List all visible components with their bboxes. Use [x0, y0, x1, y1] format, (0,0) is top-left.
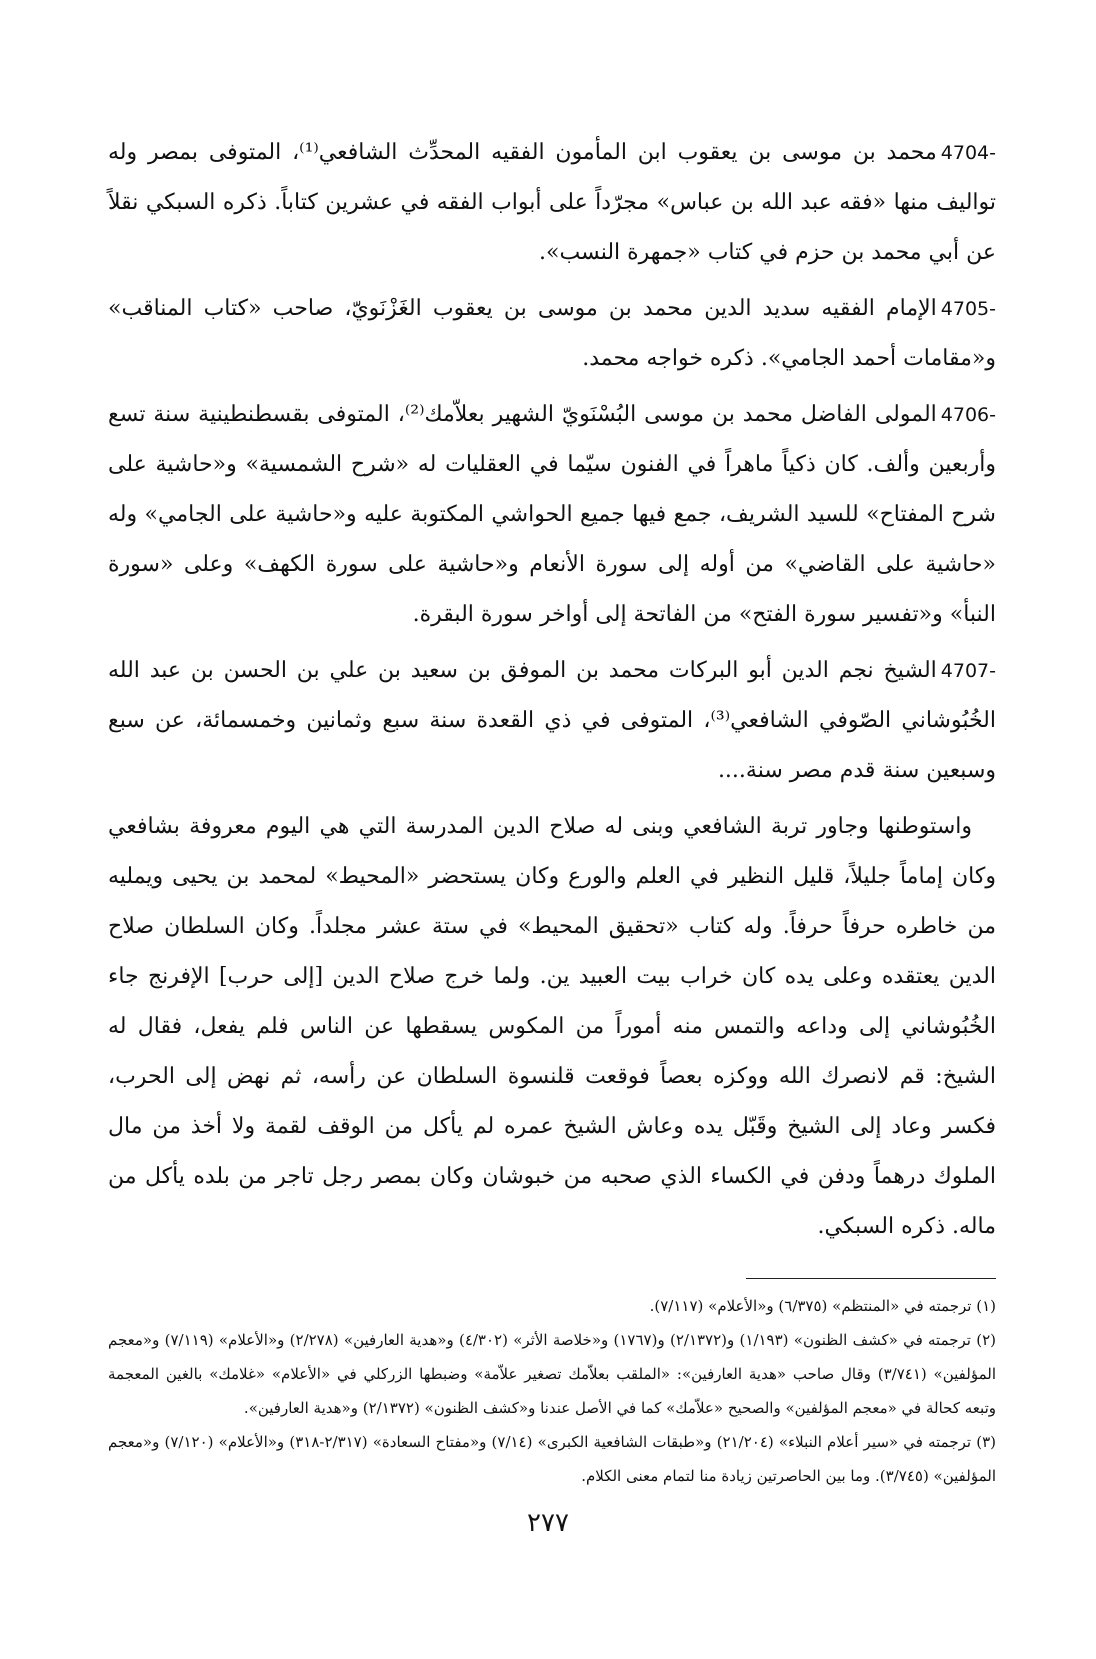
- footnote-3: (٣) ترجمته في «سير أعلام النبلاء» (٢١/٢٠٤) و«طبقات الشافعية الكبرى» (٧/١٤) و«مفتاح السعادة» (٢/٣١٧-٣١٨) و«الأعلام» (٧/١٢٠) و«معجم المؤلفين» (٣/٧٤٥). وما بين الحاصرتين زيادة منا لتمام معنى الكلام.: [108, 1433, 996, 1485]
- page-number: ٢٧٧: [527, 1508, 569, 1538]
- entry-4707: [108, 646, 996, 796]
- entry-4705: [108, 284, 996, 384]
- entry-number: 4707-: [940, 660, 996, 682]
- footnote-1: (١) ترجمته في «المنتظم» (٦/٣٧٥) و«الأعلام» (٧/١١٧).: [649, 1297, 996, 1315]
- entry-text: محمد بن موسى بن يعقوب ابن المأمون الفقيه المحدِّث الشافعي⁽¹⁾، المتوفى بمصر وله تواليف منها «فقه عبد الله بن عباس» مجرّداً على أبواب الفقه في عشرين كتاباً. ذكره السبكي نقلاً عن أبي محمد بن حزم في كتاب «جمهرة النسب».: [108, 140, 996, 265]
- entry-text: الشيخ نجم الدين أبو البركات محمد بن الموفق بن سعيد بن علي بن الحسن بن عبد الله الخُبُوشاني الصّوفي الشافعي⁽³⁾، المتوفى في ذي القعدة سنة سبع وثمانين وخمسمائة، عن سبع وسبعين سنة قدم مصر سنة....: [108, 658, 996, 783]
- footnote-divider: [746, 1278, 996, 1279]
- footnotes: [108, 1289, 996, 1493]
- entry-number: 4706-: [940, 404, 996, 426]
- entry-4706: [108, 390, 996, 640]
- page-body: [108, 128, 996, 1493]
- entry-4704: [108, 128, 996, 278]
- entry-text: المولى الفاضل محمد بن موسى البُسْنَويّ الشهير بعلاّمك⁽²⁾، المتوفى بقسطنطينية سنة تسع وأربعين وألف. كان ذكياً ماهراً في الفنون سيّما في العقليات له «شرح الشمسية» و«حاشية على شرح المفتاح» للسيد الشريف، جمع فيها جميع الحواشي المكتوبة عليه و«حاشية على الجامي» وله «حاشية على القاضي» من أوله إلى سورة الأنعام و«حاشية على سورة الكهف» وعلى «سورة النبأ» و«تفسير سورة الفتح» من الفاتحة إلى أواخر سورة البقرة.: [108, 402, 996, 627]
- footnote-2: (٢) ترجمته في «كشف الظنون» (١/١٩٣) و(٢/١٣٧٢) و(١٧٦٧) و«خلاصة الأثر» (٤/٣٠٢) و«هدية العارفين» (٢/٢٧٨) و«الأعلام» (٧/١١٩) و«معجم المؤلفين» (٣/٧٤١) وقال صاحب «هدية العارفين»: «الملقب بعلاّمك تصغير علاّمة» وضبطها الزركلي في «الأعلام» «غلامك» بالغين المعجمة وتبعه كحالة في «معجم المؤلفين» والصحيح «علاّمك» كما في الأصل عندنا و«كشف الظنون» (٢/١٣٧٢) و«هدية العارفين».: [108, 1331, 997, 1417]
- entry-number: 4704-: [940, 142, 996, 164]
- entry-number: 4705-: [940, 298, 996, 320]
- entry-text: الإمام الفقيه سديد الدين محمد بن موسى بن يعقوب الغَزْنَويّ، صاحب «كتاب المناقب» و«مقامات أحمد الجامي». ذكره خواجه محمد.: [108, 296, 996, 371]
- body-paragraph: واستوطنها وجاور تربة الشافعي وبنى له صلاح الدين المدرسة التي هي اليوم معروفة بشافعي وكان إماماً جليلاً، قليل النظير في العلم والورع وكان يستحضر «المحيط» لمحمد بن يحيى ويمليه من خاطره حرفاً حرفاً. وله كتاب «تحقيق المحيط» في ستة عشر مجلداً. وكان السلطان صلاح الدين يعتقده وعلى يده كان خراب بيت العبيد ين. ولما خرج صلاح الدين [إلى حرب] الإفرنج جاء الخُبُوشاني إلى وداعه والتمس منه أموراً من المكوس يسقطها عن الناس فلم يفعل، فقال له الشيخ: قم لانصرك الله ووكزه بعصاً فوقعت قلنسوة السلطان عن رأسه، ثم نهض إلى الحرب، فكسر وعاد إلى الشيخ وقَبّل يده وعاش الشيخ عمره لم يأكل من الوقف لقمة ولا أخذ من مال الملوك درهماً ودفن في الكساء الذي صحبه من خبوشان وكان بمصر رجل تاجر من بلده يأكل من ماله. ذكره السبكي.: [108, 814, 996, 1239]
